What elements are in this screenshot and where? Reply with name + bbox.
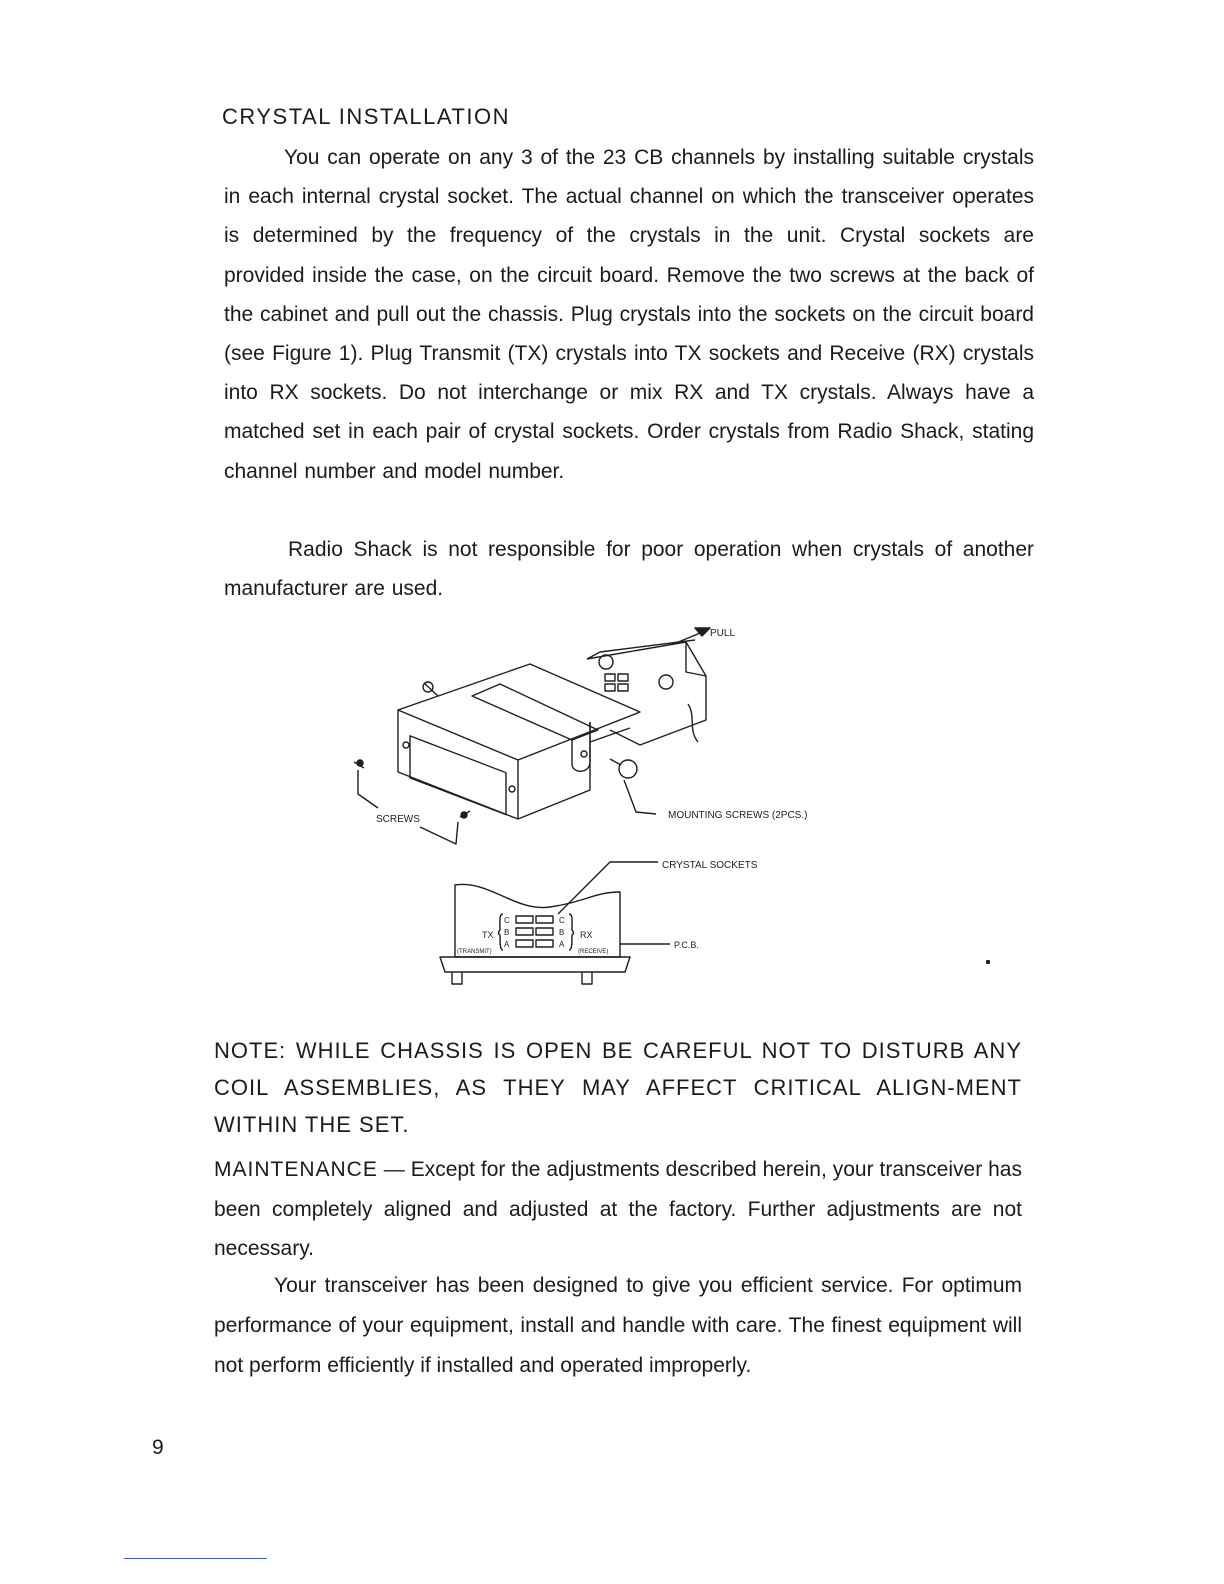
rx-label: RX [580, 930, 593, 940]
mounting-screws-label: MOUNTING SCREWS (2PCS.) [668, 810, 808, 821]
screws-leader-left [358, 770, 378, 808]
disclaimer-paragraph: Radio Shack is not responsible for poor operation when crystals of another manufacturer are used. [224, 538, 1034, 601]
pcb-foot-right [582, 972, 592, 984]
rear-screw-shaft [424, 683, 438, 696]
tray-crystal-1 [605, 674, 615, 681]
bracket-hole [581, 751, 587, 757]
mounting-knob [619, 760, 637, 778]
pcb-board-outline [455, 884, 620, 957]
front-left-hole [403, 742, 409, 748]
pcb-base [440, 957, 630, 972]
tx-row-a-label: A [504, 940, 510, 949]
maintenance-paragraph [214, 1150, 1022, 1269]
page-number: 9 [152, 1436, 164, 1459]
socket-tx-a [516, 940, 533, 947]
pull-label: PULL [710, 628, 736, 639]
footer-rule [124, 1558, 267, 1559]
mounting-screws-leader [624, 780, 656, 814]
mounting-knob-shaft [610, 759, 621, 765]
crystal-sockets-leader [558, 862, 658, 914]
chassis-tray-outline [587, 642, 706, 745]
crystal-installation-paragraph: You can operate on any 3 of the 23 CB channels by installing suitable crystals in each internal crystal socket. The actual channel on which the transceiver operates is determined by the frequency of the crystals in the unit. Crystal sockets are provided inside the case, on the circuit board. Remove the two screws at the back of the cabinet and pull out the chassis. Plug crystals into the sockets on the circuit board (see Figure 1). Plug Transmit (TX) crystals into TX sockets and Receive (RX) crystals into RX sockets. Do not interchange or mix RX and TX crystals. Always have a matched set in each pair of crystal sockets. Order crystals from Radio Shack, stating channel number and model number. [224, 146, 1034, 483]
tray-crystal-3 [605, 684, 615, 691]
bracket-strap [472, 684, 598, 740]
pcb-foot-left [452, 972, 462, 984]
maintenance-text: — Except for the adjustments described herein, your transceiver has been completely aligned and adjusted at the factory. Further adjustments are not necessary. [214, 1158, 1022, 1260]
bracket-ear [572, 722, 590, 771]
closing-paragraph: Your transceiver has been designed to give you efficient service. For optimum performance of your equipment, install and handle with care. The finest equipment will not perform efficiently if installed and operated improperly. [214, 1274, 1022, 1377]
socket-tx-b [516, 928, 533, 935]
crystal-sockets-label: CRYSTAL SOCKETS [662, 860, 758, 871]
receive-label: (RECEIVE) [578, 949, 609, 955]
socket-tx-c [516, 916, 533, 923]
socket-rx-c [536, 916, 553, 923]
maintenance-label: MAINTENANCE [214, 1158, 378, 1181]
pcb-label: P.C.B. [674, 940, 699, 950]
socket-rx-a [536, 940, 553, 947]
rx-row-a-label: A [559, 940, 565, 949]
tray-crystal-4 [618, 684, 628, 691]
tx-label: TX [482, 930, 494, 940]
chassis-drawing [354, 628, 710, 984]
rx-row-b-label: B [559, 928, 565, 937]
transmit-label: (TRANSMIT) [457, 949, 492, 955]
socket-rx-b [536, 928, 553, 935]
bottom-loose-screw-head [461, 812, 467, 818]
screws-leader-bottom [420, 822, 458, 844]
note-paragraph: NOTE: WHILE CHASSIS IS OPEN BE CAREFUL NOT TO DISTURB ANY COIL ASSEMBLIES, AS THEY MAY AFFECT CRITICAL ALIGN-MENT WITHIN THE SET. [214, 1038, 1022, 1137]
tx-row-c-label: C [504, 916, 510, 925]
rx-brace [569, 914, 574, 950]
screws-label: SCREWS [376, 814, 420, 825]
left-loose-screw-head [357, 760, 363, 766]
rx-row-c-label: C [559, 916, 565, 925]
tx-brace [499, 914, 504, 950]
tray-hole-2 [659, 675, 673, 689]
tx-row-b-label: B [504, 928, 510, 937]
figure-1-chassis-diagram [340, 612, 840, 1002]
chassis-diagram-svg [340, 612, 840, 1002]
cabinet-front-panel [410, 736, 506, 815]
cabinet-front-side [398, 710, 518, 819]
print-speck [986, 960, 990, 964]
front-right-hole [509, 786, 515, 792]
tray-crystal-2 [618, 674, 628, 681]
section-heading: CRYSTAL INSTALLATION [222, 104, 510, 129]
tray-hole-1 [599, 655, 613, 669]
